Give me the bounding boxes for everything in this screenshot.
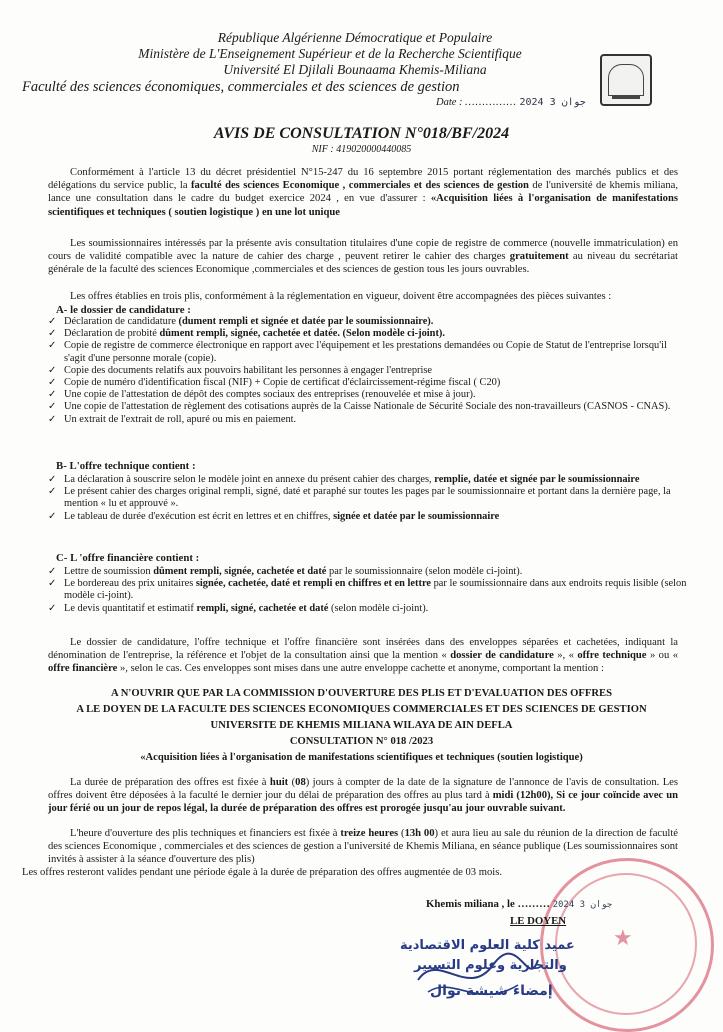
signature-date-stamp: 2024 جوان 3: [552, 900, 613, 910]
sectionA-item-text: dûment rempli, signée, cachetée et datée. (Selon modèle ci-joint).: [159, 328, 445, 340]
eligibility-paragraph: [48, 237, 678, 277]
logo-base-shape: [612, 96, 640, 99]
signature-dots: ………: [517, 898, 550, 910]
sectionC-item-text: Lettre de soumission: [64, 566, 154, 577]
para4-bold-1: dossier de candidature: [450, 650, 554, 662]
handwritten-signature: [398, 930, 548, 1020]
envelope-line-2: A LE DOYEN DE LA FACULTE DES SCIENCES ECONOMIQUES COMMERCIALES ET DES SCIENCES DE GESTION: [76, 704, 647, 715]
sectionB-item-text: Le présent cahier des charges original rempli, signé, daté et paraphé sur toutes les pages par le soumissionnaire et portant dans la dernière page, la mention « lu et approuvé ».: [64, 486, 671, 510]
nif-number: NIF : 419020000440085: [311, 144, 412, 155]
envelope-line-4: CONSULTATION N° 018 /2023: [289, 736, 434, 747]
signature-arabic-line-1: عميد كلية العلوم الاقتصادية: [400, 938, 575, 953]
checkmark-icon: ✓: [48, 602, 57, 614]
sectionB-item-text: Le tableau de durée d'exécution est écrit en lettres et en chiffres,: [64, 510, 334, 522]
signature-place: [426, 898, 612, 910]
envelope-line-3: UNIVERSITE DE KHEMIS MILIANA WILAYA DE AIN DEFLA: [210, 720, 513, 731]
para2-text-1: Les soumissionnaires intéressés par la présente avis consultation titulaires d'une copie de registre de commerce (nouvelle immatriculation) en cours de validité compatible avec la nature de cahier des charge , peuvent retirer le cahier des charges: [48, 238, 678, 263]
sectionA-item-text: Copie de numéro d'identification fiscal (NIF) + Copie de certificat d'éclaircissement-régime fiscal ( C20): [64, 377, 501, 389]
checkmark-icon: ✓: [48, 413, 57, 425]
section-a-title: A- le dossier de candidature :: [56, 304, 191, 316]
sectionC-item-text: rempli, signé, cachetée et daté: [196, 602, 329, 614]
sectionC-item-text: Le bordereau des prix unitaires: [64, 578, 196, 590]
sectionB-item: [48, 486, 688, 510]
section-a-list: [48, 316, 688, 426]
sectionA-item-text: Une copie de l'attestation de règlement des cotisations auprès de la Caisse Nationale de Sécurité Sociale des non-travailleurs (CASNOS - CNAS).: [64, 401, 671, 413]
sectionC-item: [48, 578, 688, 602]
sectionC-item-text: dûment rempli, signée, cachetée et daté: [153, 566, 327, 577]
envelope-paragraph: [48, 636, 678, 676]
document-title: AVIS DE CONSULTATION N°018/BF/2024: [213, 125, 510, 142]
checkmark-icon: ✓: [48, 474, 57, 485]
para6-bold-1: treize heures: [340, 828, 399, 839]
header-ministry: Ministère de L'Enseignement Supérieur et de la Recherche Scientifique: [138, 46, 522, 61]
sectionC-item-text: par le soumissionnaire (selon modèle ci-joint).: [326, 566, 523, 577]
sectionB-item-text: La déclaration à souscrire selon le modèle joint en annexe du présent cahier des charges,: [64, 474, 435, 485]
section-c-title: C- L 'offre financière contient :: [56, 552, 200, 564]
intro-text-1: Conformément à l'article 13 du décret présidentiel N°15-247 du 16 septembre 2015 portant réglementation des marchés publics et des délégations du service public, la: [48, 167, 678, 192]
sectionA-item-text: Déclaration de probité: [64, 328, 160, 340]
header-date: [436, 97, 586, 108]
para4-bold-3: offre financière: [48, 663, 118, 675]
checkmark-icon: ✓: [48, 316, 57, 327]
checkmark-icon: ✓: [48, 566, 57, 577]
para5-text-2: (: [288, 777, 296, 788]
para4-text-2: », «: [553, 650, 578, 662]
para6-text-1: L'heure d'ouverture des plis techniques et financiers est fixée à: [70, 828, 341, 839]
sectionA-item: [48, 401, 688, 413]
signature-arabic-line-2: والتجارية وعلوم التسيير: [414, 958, 567, 973]
sectionA-item-text: Un extrait de l'extrait de roll, apuré ou mis en paiement.: [64, 413, 297, 425]
intro-text-2: de l'université de khemis miliana, lance une consultation dans le cadre du budget exercice 2024 , en vue d'assurer :: [48, 180, 678, 205]
date-dots: ……………: [465, 97, 517, 108]
date-stamp: 2024 جوان 3: [519, 97, 586, 108]
para4-text-3: » ou «: [646, 650, 679, 662]
intro-bold-2: «Acquisition liées à l'organisation de manifestations scientifiques et techniques ( soutien logistique ) en une lot unique: [48, 193, 678, 218]
sectionA-item: [48, 377, 688, 389]
pieces-intro: [48, 290, 678, 303]
sectionA-item: [48, 328, 688, 340]
sectionB-item: [48, 474, 688, 486]
sectionC-item: [48, 603, 688, 615]
section-b-list: [48, 474, 688, 523]
para3-text: Les offres établies en trois plis, conformément à la réglementation en vigueur, doivent être accompagnées des pièces suivantes :: [70, 291, 612, 302]
checkmark-icon: ✓: [48, 486, 57, 498]
sectionA-item: [48, 340, 688, 364]
sectionA-item-text: Copie des documents relatifs aux pouvoirs habilitant les personnes à engager l'entreprise: [64, 364, 433, 376]
para6-bold-2: 13h 00: [404, 828, 435, 839]
stamp-star-icon: ★: [613, 925, 633, 950]
sectionC-item-text: signée, cachetée, daté et rempli en chiffres et en lettre: [195, 578, 432, 590]
sectionA-item: [48, 389, 688, 401]
sectionA-item: [48, 316, 688, 328]
sectionA-item: [48, 365, 688, 377]
intro-bold-1: faculté des sciences Economique , commerciales et des sciences de gestion: [191, 180, 529, 192]
header-republic: République Algérienne Démocratique et Populaire: [217, 30, 493, 45]
sectionB-item-text: signée et datée par le soumissionnaire: [333, 510, 500, 522]
para5-bold-1: huit: [269, 777, 289, 788]
checkmark-icon: ✓: [48, 328, 57, 340]
checkmark-icon: ✓: [48, 401, 57, 413]
checkmark-icon: ✓: [48, 578, 57, 590]
sectionA-item-text: Déclaration de candidature: [64, 316, 179, 327]
para2-bold: gratuitement: [509, 251, 569, 263]
checkmark-icon: ✓: [48, 389, 57, 401]
sectionC-item-text: par le soumissionnaire dans aux endroits requis lisible (selon modèle ci-joint).: [64, 578, 687, 602]
sectionC-item-text: (selon modèle ci-joint).: [328, 602, 429, 614]
header-university: Université El Djilali Bounaama Khemis-Miliana: [223, 62, 487, 77]
intro-paragraph: [48, 166, 678, 219]
sectionC-item-text: Le devis quantitatif et estimatif: [64, 602, 197, 614]
para4-bold-2: offre technique: [577, 650, 647, 662]
sectionC-item: [48, 566, 688, 578]
date-label: Date :: [436, 97, 463, 108]
header-faculty: Faculté des sciences économiques, commerciales et des sciences de gestion: [22, 79, 460, 95]
university-logo: [600, 54, 652, 106]
checkmark-icon: ✓: [48, 510, 57, 522]
para6-text-3: ) et aura lieu au sale du réunion de la direction de faculté des sciences Economique , commerciales et des sciences de gestion a l'université de Khemis Miliana, en séance publique (Les soumissionnaires sont invités à assister à la séance d'ouverture des plis): [48, 828, 678, 866]
sectionA-item-text: Une copie de l'attestation de dépôt des comptes sociaux des entreprises (renouvelée et mise à jour).: [64, 389, 476, 401]
sectionA-item: [48, 414, 688, 426]
sectionB-item: [48, 511, 688, 523]
signature-arabic-line-3: إمضاء شيشة نوال: [430, 983, 553, 999]
signature-place-text: Khemis miliana , le: [426, 898, 515, 910]
preparation-paragraph: [48, 776, 678, 816]
logo-arch-shape: [608, 64, 644, 96]
sectionA-item-text: (dument rempli et signée et datée par le soumissionnaire).: [178, 316, 434, 327]
sectionA-item-text: Copie de registre de commerce électronique en rapport avec l'équipement et les prestations demandées ou Copie de Statut de l'entreprise lorsqu'il s'agit d'une personne morale (copie).: [64, 340, 667, 364]
envelope-line-1: A N'OUVRIR QUE PAR LA COMMISSION D'OUVERTURE DES PLIS ET D'EVALUATION DES OFFRES: [111, 688, 612, 699]
section-b-title: B- L'offre technique contient :: [56, 460, 196, 472]
validity-paragraph: [22, 866, 652, 879]
sectionB-item-text: remplie, datée et signée par le soumissionnaire: [434, 474, 640, 485]
para5-bold-2: 08: [295, 777, 306, 788]
checkmark-icon: ✓: [48, 340, 57, 352]
opening-paragraph: [48, 827, 678, 867]
para5-bold-3: midi (12h00), Si ce jour coïncide avec un jour férié ou un jour de repos légal, la durée de préparation des offres est prorogée jusqu'au jour ouvrable suivant.: [48, 790, 678, 815]
section-c-list: [48, 566, 688, 615]
envelope-line-5: «Acquisition liées à l'organisation de manifestations scientifiques et techniques (soutien logistique): [140, 752, 583, 763]
checkmark-icon: ✓: [48, 364, 57, 376]
para5-text-1: La durée de préparation des offres est fixée à: [70, 777, 270, 788]
checkmark-icon: ✓: [48, 377, 57, 389]
para7-text: Les offres resteront valides pendant une période égale à la durée de préparation des offres augmentée de 03 mois.: [22, 867, 502, 878]
para4-text-4: », selon le cas. Ces enveloppes sont mises dans une autre enveloppe cachette et anonyme, comportant la mention :: [117, 663, 604, 675]
signatory-title: LE DOYEN: [510, 915, 567, 927]
para6-text-2: (: [398, 828, 405, 839]
para2-text-2: au niveau du secrétariat générale de la faculté des sciences Economique ,commerciales et des sciences de gestion tous les jours ouvrables.: [48, 251, 678, 276]
para5-text-3: ) jours à compter de la date de la signature de l'annonce de l'avis de consultation. Les offres doivent être déposées à la faculté le dernier jour du délai de préparation des offres au plus tard à: [48, 777, 678, 802]
para4-text-1: Le dossier de candidature, l'offre technique et l'offre financière sont insérées dans des enveloppes séparées et cachetées, indiquant la dénomination de l'entreprise, la référence et l'objet de la consultation ainsi que la mention «: [48, 637, 678, 662]
